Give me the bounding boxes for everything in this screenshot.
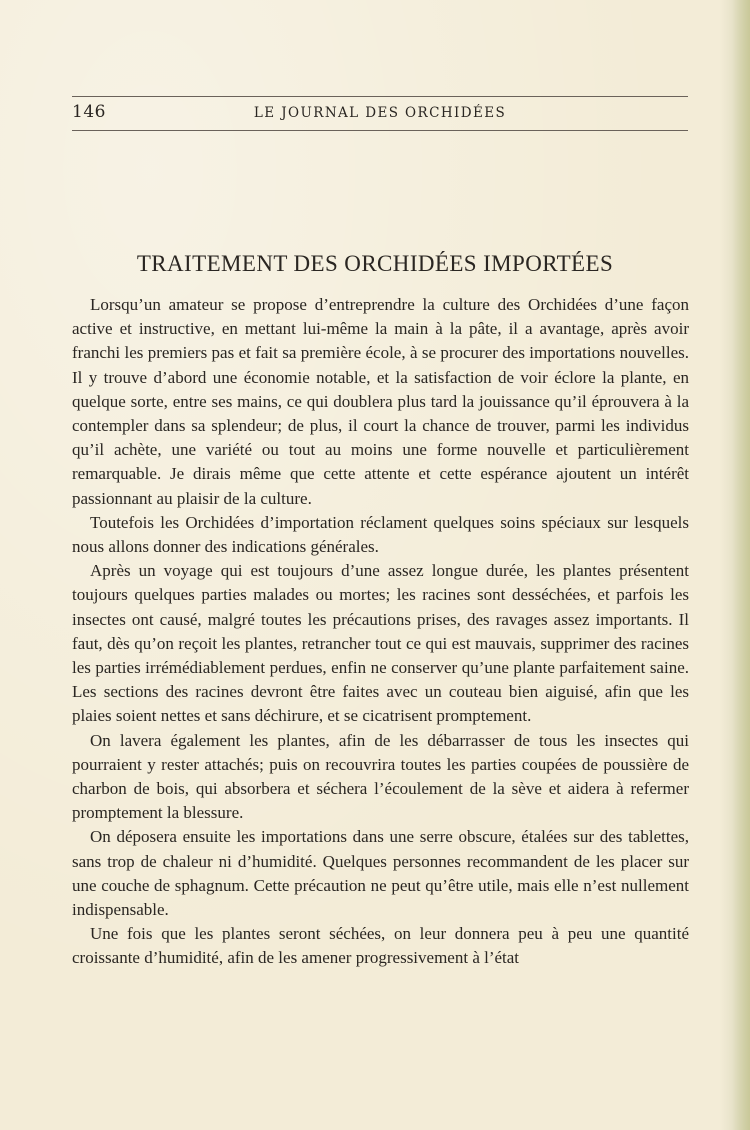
- running-title: LE JOURNAL DES ORCHIDÉES: [253, 105, 507, 121]
- page-header: [72, 102, 688, 124]
- article-title: TRAITEMENT DES ORCHIDÉES IMPORTÉES: [136, 251, 614, 277]
- paragraph: On déposera ensuite les importations dans une serre obscure, étalées sur des tablettes, sans trop de chaleur ni d’humidité. Quelques personnes recommandent de les placer sur une couche de sphagnum. Cette précaution ne peut qu’être utile, mais elle n’est nullement indispensable.: [72, 827, 689, 920]
- header-top-rule: [72, 96, 688, 97]
- header-bottom-rule: [72, 130, 688, 131]
- page-edge-shadow: [732, 0, 750, 1130]
- paragraph: Une fois que les plantes seront séchées, on leur donnera peu à peu une quantité croissante d’humidité, afin de les amener progressivement à l’état: [72, 924, 689, 968]
- paragraph: Toutefois les Orchidées d’importation réclament quelques soins spéciaux sur lesquels nous allons donner des indications générales.: [72, 512, 689, 557]
- paragraph: On lavera également les plantes, afin de les débarrasser de tous les insectes qui pourraient y rester attachés; puis on recouvrira toutes les parties coupées de poussière de charbon de bois, qui absorbera et séchera l’écoulement de la sève et aidera à refermer promptement la blessure.: [72, 730, 689, 823]
- paragraph: Après un voyage qui est toujours d’une assez longue durée, les plantes présentent toujours quelques parties malades ou mortes; les racines sont desséchées, et parfois les insectes ont causé, malgré toutes les précautions prises, des ravages assez importants. Il faut, dès qu’on reçoit les plantes, retrancher tout ce qui est mauvais, supprimer des racines les parties irrémédiablement perdues, enfin ne conserver qu’une plante parfaitement saine. Les sections des racines devront être faites avec un couteau bien aiguisé, afin que les plaies soient nettes et sans déchirure, et se cicatrisent promptement.: [72, 561, 689, 726]
- article-body: [72, 293, 689, 971]
- page-number: 146: [72, 102, 106, 122]
- paragraph: Lorsqu’un amateur se propose d’entreprendre la culture des Orchidées d’une façon active et instructive, en mettant lui-même la main à la pâte, il a avantage, après avoir franchi les premiers pas et fait sa première école, à se procurer des importations nouvelles. Il y trouve d’abord une économie notable, et la satisfaction de voir éclore la plante, en quelque sorte, entre ses mains, ce qui doublera plus tard la jouissance qu’il éprouvera à la contempler dans sa splendeur; de plus, il court la chance de trouver, parmi les individus qu’il achète, une variété ou tout au moins une forme nouvelle et particulièrement remarquable. Je dirais même que cette attente et cette espérance ajoutent un intérêt passionnant au plaisir de la culture.: [72, 295, 689, 508]
